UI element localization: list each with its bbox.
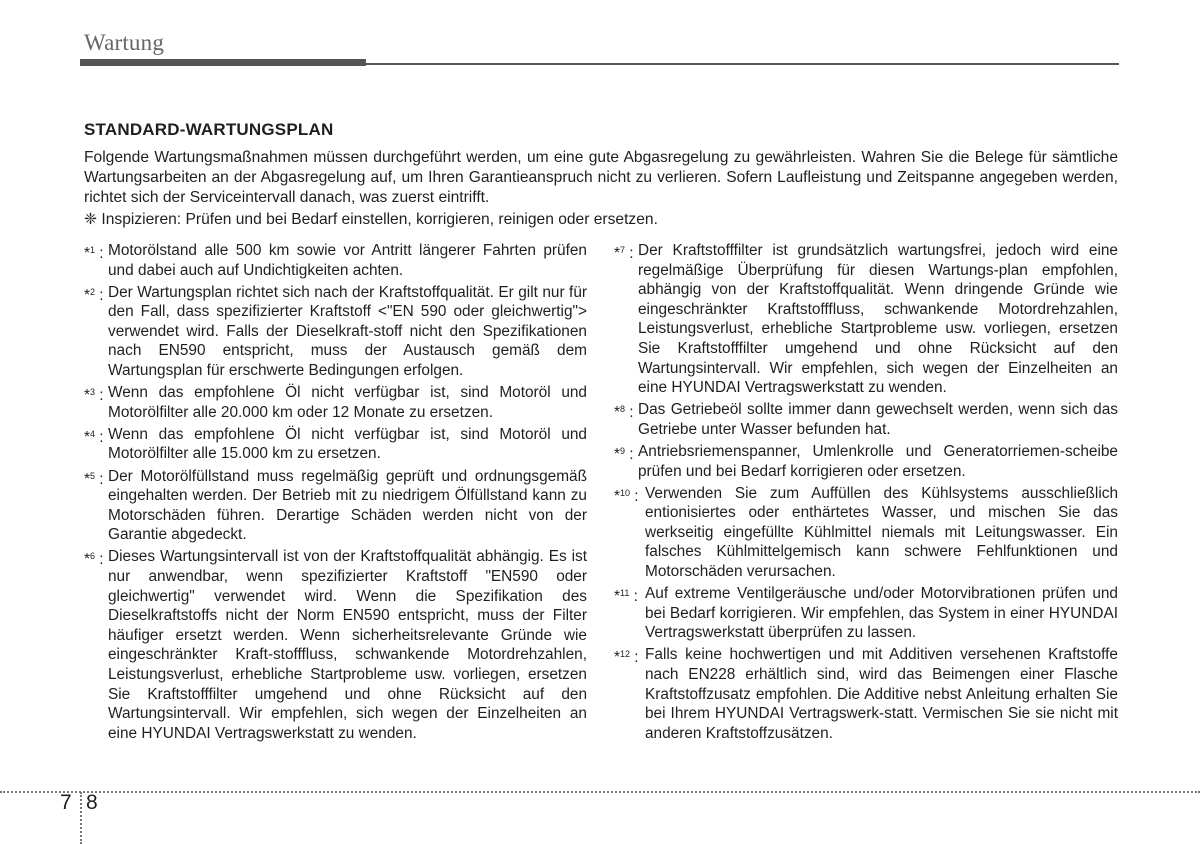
chapter-number: 7	[60, 791, 72, 814]
footnote-marker: *$^7$ :	[614, 245, 634, 262]
inspection-note: ❈ Inspizieren: Prüfen und bei Bedarf einstellen, korrigieren, reinigen oder ersetzen.	[84, 211, 658, 228]
header-rule-thick	[80, 59, 366, 66]
footnote-marker: *$^1$ :	[84, 245, 104, 262]
footnote-text: Das Getriebeöl sollte immer dann gewechselt werden, wenn sich das Getriebe unter Wasser befunden hat.	[638, 401, 1118, 438]
footnote-marker: *$^3$ :	[84, 387, 104, 405]
footnote-1	[84, 241, 587, 280]
footer-dotted-divider	[80, 792, 82, 844]
footnote-text: Der Wartungsplan richtet sich nach der Kraftstoffqualität. Er gilt nur für den Fall, dass spezifizierter Kraftstoff <"EN 590 oder gleichwertig"> verwendet wird. Falls der Dieselkraft-stoff nicht den Spezifikationen nach EN590 entspricht, muss der Austausch gemäß dem Wartungsplan für erschwerte Bedingungen erfolgen.	[108, 283, 587, 380]
footnote-3	[84, 383, 587, 422]
footnote-marker: *$^{10}$ :	[614, 487, 639, 505]
footnote-4	[84, 425, 587, 464]
footnote-12	[614, 645, 1118, 743]
page-number: 8	[86, 791, 98, 814]
footnote-2	[84, 283, 587, 381]
footnote-marker: *$^6$ :	[84, 551, 104, 569]
footnote-marker: *$^8$ :	[614, 404, 634, 422]
footnote-marker: *$^9$ :	[614, 445, 634, 463]
footnote-text: Antriebsriemenspanner, Umlenkrolle und Generatorriemen-scheibe prüfen und bei Bedarf korrigieren oder ersetzen.	[638, 442, 1118, 480]
footnotes-right-column	[614, 241, 1118, 746]
footnote-marker: *$^2$ :	[84, 286, 104, 304]
footnote-text: Der Motorölfüllstand muss regelmäßig geprüft und ordnungsgemäß eingehalten werden. Der Betrieb mit zu niedrigem Ölfüllstand kann zu Motorschäden führen. Derartige Schäden werden nicht von der Garantie abgedeckt.	[108, 467, 587, 544]
footnote-marker: *$^5$ :	[84, 470, 104, 488]
footnote-text: Wenn das empfohlene Öl nicht verfügbar ist, sind Motoröl und Motorölfilter alle 20.000 km oder 12 Monate zu ersetzen.	[108, 384, 587, 421]
footnote-text: Verwenden Sie zum Auffüllen des Kühlsystems ausschließlich entionisiertes oder enthärtetes Wasser, und mischen Sie das werkseitig eingefüllte Kühlmittel niemals mit Leitungswasser. Ein falsches Kühlmittelgemisch kann schwere Fehlfunktionen und Motorschäden verursachen.	[645, 484, 1118, 580]
footer-dotted-rule	[0, 791, 1200, 793]
section-title: STANDARD-WARTUNGSPLAN	[84, 120, 334, 139]
footnote-text: Falls keine hochwertigen und mit Additiven versehenen Kraftstoffe nach EN228 erhältlich sind, wird das Beimengen einer Flasche Kraftstoffzusatz empfohlen. Die Additive nebst Anleitung erhalten Sie bei Ihrem HYUNDAI Vertragswerk-statt. Vermischen Sie sie nicht mit anderen Kraftstoffzusätzen.	[645, 646, 1118, 742]
footnote-text: Motorölstand alle 500 km sowie vor Antritt längerer Fahrten prüfen und dabei auch auf Undichtigkeiten achten.	[108, 242, 587, 279]
footnote-6	[84, 547, 587, 743]
footnote-11	[614, 584, 1118, 643]
footnote-text: Auf extreme Ventilgeräusche und/oder Motorvibrationen prüfen und bei Bedarf korrigieren. Wir empfehlen, das System in einer HYUNDAI Vertragswerkstatt überprüfen zu lassen.	[645, 585, 1118, 642]
footnotes-left-column	[84, 241, 587, 746]
footnote-marker: *$^{12}$ :	[614, 649, 639, 667]
footnote-7	[614, 241, 1118, 398]
header-title: Wartung	[84, 30, 165, 55]
footnote-marker: *$^4$ :	[84, 428, 104, 446]
footnote-text: Der Kraftstofffilter ist grundsätzlich wartungsfrei, jedoch wird eine regelmäßige Überprüfung für diesen Wartungs-plan empfohlen, abhängig von der Kraftstoffqualität. Wenn dringende Gründe wie eingeschränkter Kraftstofffluss, schwankende Motordrehzahlen, Leistungsverlust, erhebliche Startprobleme usw. vorliegen, ersetzen Sie Kraftstofffilter umgehend und ohne Rücksicht auf den Wartungsintervall. Wir empfehlen, sich wegen der Einzelheiten an eine HYUNDAI Vertragswerkstatt zu wenden.	[638, 242, 1118, 397]
footnote-text: Dieses Wartungsintervall ist von der Kraftstoffqualität abhängig. Es ist nur anwendbar, wenn spezifizierter Kraftstoff "EN590 oder gleichwertig" verwendet wird. Wenn die Spezifikation des Dieselkraftstoffs nicht der Norm EN590 entspricht, muss der Filter häufiger ersetzt werden. Wenn sicherheitsrelevante Gründe wie eingeschränkter Kraft-stofffluss, schwankende Motordrehzahlen, Leistungsverlust, erhebliche Startprobleme usw. vorliegen, ersetzen Sie Kraftstofffilter umgehend und ohne Rücksicht auf den Wartungsintervall. Wir empfehlen, sich wegen der Einzelheiten an eine HYUNDAI Vertragswerkstatt zu wenden.	[108, 548, 587, 742]
header-rule-thin	[366, 63, 1119, 65]
footnote-text: Wenn das empfohlene Öl nicht verfügbar ist, sind Motoröl und Motorölfilter alle 15.000 km zu ersetzen.	[108, 425, 587, 463]
intro-paragraph: Folgende Wartungsmaßnahmen müssen durchgeführt werden, um eine gute Abgasregelung zu gewährleisten. Wahren Sie die Belege für sämtliche Wartungsarbeiten an der Abgasregelung auf, um Ihren Garantieanspruch nicht zu verlieren. Sofern Laufleistung und Zeitspanne angegeben werden, richtet sich der Serviceintervall danach, was zuerst eintrifft.	[84, 149, 1118, 206]
footnote-10	[614, 484, 1118, 582]
footnote-8	[614, 400, 1118, 439]
footnote-9	[614, 442, 1118, 481]
footnote-5	[84, 467, 587, 545]
footnote-marker: *$^{11}$ :	[614, 588, 638, 606]
